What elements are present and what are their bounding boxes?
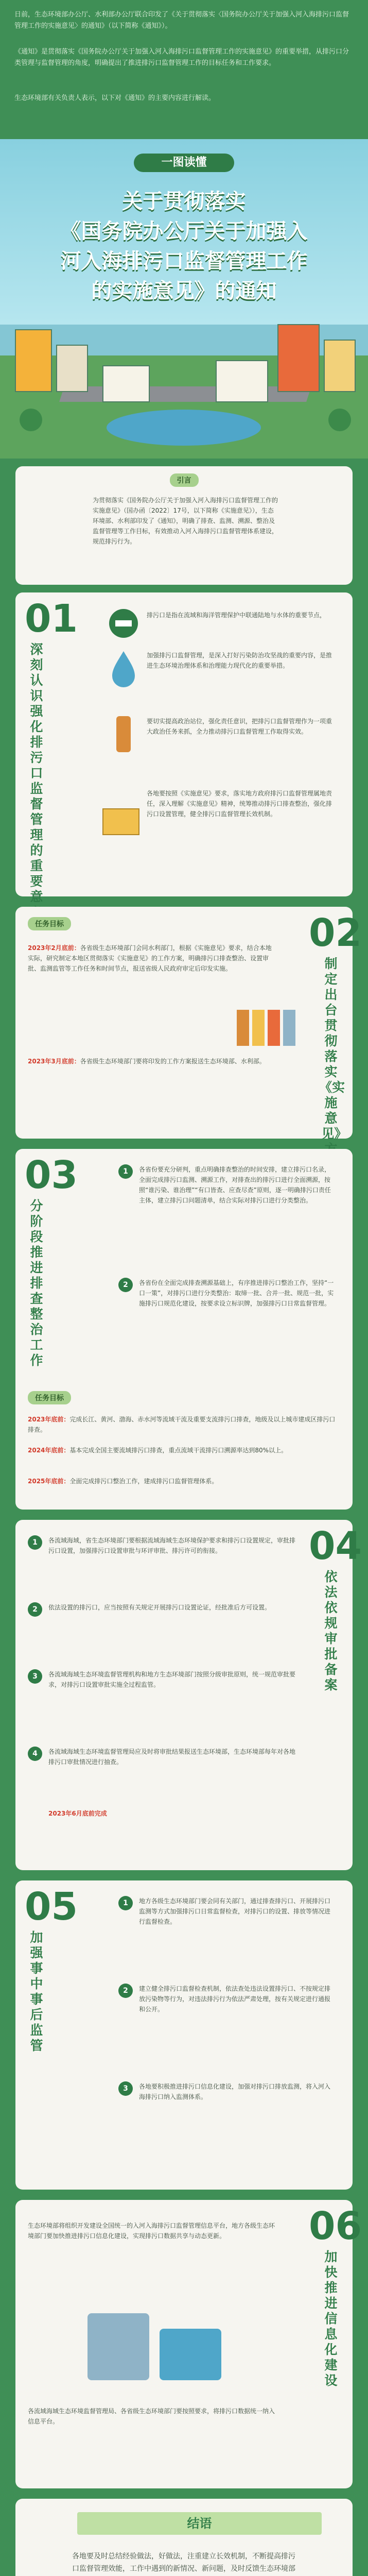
pipe-icon [108,608,139,639]
section-3 [15,1149,353,1510]
intro-tag: 引言 [170,473,199,487]
section-4-item-4: 各流域海域生态环境监督管理局应及时将审批结果报送生态环境部，生态环境部每年对各地排污口审批情况进行抽查。 [48,1748,296,1766]
section-5-step-1-badge: 1 [118,1896,133,1910]
title-line-1: 关于贯彻落实 [122,190,246,213]
intro-paragraph-2: 《通知》是贯彻落实《国务院办公厅关于加强入河入海排污口监督管理工作的实施意见》的重要举措，从排污口分类管理与监督管理的角度，明确提出了推进排污口监督管理工作的目标任务和工作要求。 [14,48,349,67]
section-1-item-1: 排污口是指在流域和海洋管理保护中联通陆地与水体的重要节点， [147,612,326,619]
document-icon [98,804,144,840]
section-3-step-1: 各省份要充分研判，重点明确排查整治的时间安排，建立排污口名录，全面完成排污口监测、溯源工作，对排查出的排污口进行全面溯源，按照“谁污染、谁治理”“有口皆查、应查尽查”原则，逐一明确排污口责任主体，建立排污口问题清单，结合实际对排污口进行分类整治。 [139,1166,331,1204]
section-4-number: 04 [309,1524,362,1568]
section-6-item-2: 各流域海域生态环境监督管理局、各省级生态环境部门要按照要求，将排污口数据统一纳入信息平台。 [28,2408,275,2425]
binders-icon [232,1005,304,1051]
section-1-title: 深刻认识强化排污口监督管理的重要意 [30,642,43,904]
section-4 [15,1520,362,1870]
section-1-number: 01 [25,597,78,641]
banner-title [0,187,368,306]
section-2-number: 02 [309,911,362,955]
section-4-step-4-badge: 4 [28,1747,42,1761]
target-3-date: 2025年底前： [28,1478,70,1485]
section-1-item-2: 加强排污口监督管理，是深入打好污染防治攻坚战的重要内容，是推进生态环境治理体系和治理能力现代化的重要举措。 [147,652,332,669]
section-2-title: 制定出台贯彻落实《实施意见》 [319,956,345,1141]
section-1 [15,592,353,904]
section-3-number: 03 [25,1153,78,1197]
section-5-item-2: 建立健全排污口监督检查机制，依法查处违法设置排污口、不按规定排放污染物等行为，对违法排污行为依法严肃处理，按有关规定进行通报和公开。 [139,1985,331,2013]
intro-paragraph-1: 日前，生态环境部办公厅、水利部办公厅联合印发了《关于贯彻落实〈国务院办公厅关于加强入河入海排污口监督管理工作的实施意见〉的通知》（以下简称《通知》）。 [14,11,349,30]
section-2-date-1: 2023年2月底前： [28,944,80,952]
intro-section [15,466,353,585]
banner [0,139,368,459]
section-2 [15,907,362,1141]
section-3-target-1 [28,1414,337,1435]
section-2-text-1: 各省级生态环境部门会同水利部门，根据《实施意见》要求，结合本地实际，研究制定本地区贯彻落实《实施意见》的工作方案，明确排污口排查整治、设置审批、监测监管等工作任务和时间节点，报送省级人民政府审定后印发实施。 [28,944,272,972]
conclusion-text: 各地要及时总结经验做法，好做法，注重建立长效机制，不断提高排污口监督管理效能，工作中遇到的新情况、新问题，及时反馈生态环境部 [72,2552,295,2573]
target-2-date: 2024年底前： [28,1447,70,1454]
conclusion-tag: 结语 [77,2512,322,2535]
section-4-step-2-badge: 2 [28,1602,42,1617]
section-1-item-4: 各地要按照《实施意见》要求，落实地方政府排污口监督管理属地责任，深入理解《实施意见》精神，统筹推动排污口排查整治，强化排污口设置管理，健全排污口监督管理长效机制。 [147,790,332,818]
title-line-4: 的实施意见》的通知 [91,279,277,303]
section-5 [15,1880,353,2190]
section-4-highlight: 2023年6月底前完成 [48,1810,107,1817]
section-2-text-2: 各省级生态环境部门要将印发的工作方案报送生态环境部、水利部。 [80,1058,266,1065]
section-1-item-3: 要切实提高政治站位，强化责任意识，把排污口监督管理作为一项重大政治任务来抓，全力推动排污口监督管理工作取得实效。 [147,718,332,735]
section-6-number: 06 [309,2204,362,2248]
section-5-item-1: 地方各级生态环境部门要会同有关部门，通过排查排污口、开展排污口监测等方式加强排污口日常监督检查，对排污口的设置、排放等情况进行监督检查。 [139,1897,331,1925]
title-line-2: 《国务院办公厅关于加强入 [60,219,308,243]
bottle-icon [108,711,139,757]
target-1-date: 2023年底前： [28,1416,70,1423]
water-icon [108,649,139,690]
section-2-date-2: 2023年3月底前： [28,1058,80,1065]
section-4-item-1: 各流域海域，省生态环境部门要根据流域海域生态环境保护要求和排污口设置规定，审批排污口设置，加强排污口设置审批与环评审批、排污许可的衔接。 [48,1537,296,1554]
city-illustration [0,309,368,459]
section-4-step-3-badge: 3 [28,1669,42,1684]
section-2-paragraph-1 [28,943,275,974]
conclusion-section [15,2499,353,2576]
intro-block [0,0,368,139]
section-6-title: 加快推进信息化建设 [324,2249,338,2388]
section-3-step-1-badge: 1 [118,1164,133,1179]
section-2-paragraph-2 [28,1056,275,1066]
section-5-title: 加强事中事后监管 [30,1930,43,2053]
section-6-item-1: 生态环境部将组织开发建设全国统一的入河入海排污口监督管理信息平台，地方各级生态环境部门要加快推进排污口信息化建设，实现排污口数据共享与动态更新。 [28,2222,275,2240]
section-6 [15,2200,362,2488]
section-5-step-2-badge: 2 [118,1984,133,1998]
section-4-step-1-badge: 1 [28,1535,42,1550]
section-5-item-3: 各地要积极推进排污口信息化建设，加强对排污口排放监测，将入河入海排污口纳入监测体系。 [139,2083,331,2100]
section-4-title: 依法依规审批备案 [324,1569,338,1692]
target-1-text: 完成长江、黄河、渤海、赤水河等流域干流及重要支流排污口排查，地级及以上城市建成区排污口排查。 [28,1416,336,1433]
section-5-number: 05 [25,1885,78,1929]
banner-tag: 一图读懂 [134,154,234,172]
target-3-text: 全面完成排污口整治工作，建成排污口监督管理体系。 [69,1478,218,1485]
section-3-target-3 [28,1476,337,1486]
intro-text: 为贯彻落实《国务院办公厅关于加强入河入海排污口监督管理工作的实施意见》（国办函〔2022〕17号，以下简称《实施意见》），生态环境部、水利部印发了《通知》，明确了排查、监测、溯源、整治及监督管理等工作目标，有效推动入河入海排污口监督管理体系建设，规范排污行为。 [93,497,278,545]
section-3-step-2-badge: 2 [118,1278,133,1292]
section-5-step-3-badge: 3 [118,2081,133,2096]
section-4-item-2: 依法设置的排污口，应当按照有关规定开展排污口设置论证，经批准后方可设置。 [48,1604,271,1611]
section-3-title: 分阶段推进排查整治工作 [30,1198,43,1368]
intro-paragraph-3: 生态环境部有关负责人表示，以下对《通知》的主要内容进行解读。 [14,94,216,102]
section-3-goal-tag: 任务目标 [28,1391,71,1404]
section-3-target-2 [28,1445,337,1455]
target-2-text: 基本完成全国主要流域排污口排查，重点流域干流排污口溯源率达到80%以上。 [69,1447,288,1454]
title-line-3: 河入海排污口监督管理工作 [60,249,308,273]
server-illustration [77,2303,232,2391]
section-3-step-2: 各省份在全面完成排查溯源基础上，有序推进排污口整治工作，坚持“一口一策”，对排污口进行分类整治：取缔一批、合并一批、规范一批，实施排污口规范化建设，按要求设立标识牌，加强排污口日常监督管理。 [139,1279,334,1307]
section-4-item-3: 各流域海域生态环境监督管理机构和地方生态环境部门按照分级审批原则，统一规范审批要求，对排污口设置审批实施全过程监管。 [48,1671,296,1688]
section-2-goal-tag: 任务目标 [28,917,71,930]
